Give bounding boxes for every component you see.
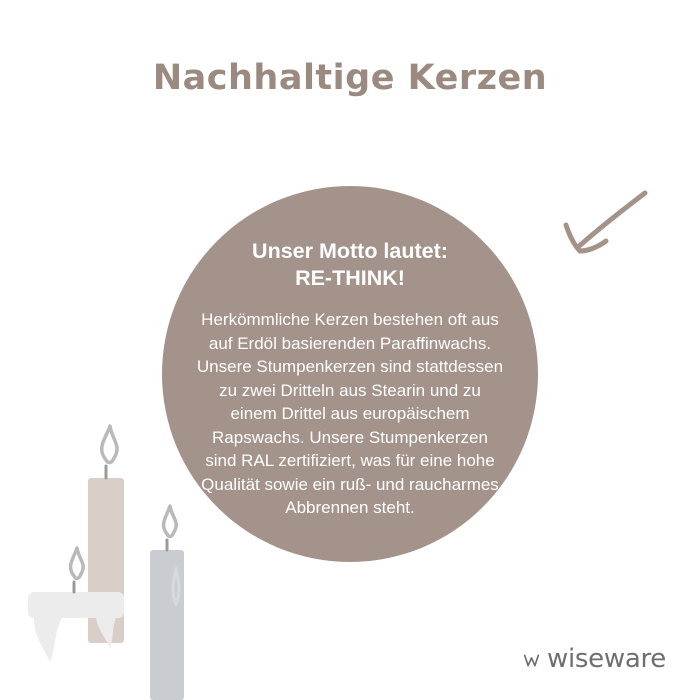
motto-circle [162,186,538,562]
motto-body-text: Herkömmliche Kerzen bestehen oft aus auf Erdöl basierenden Paraffinwachs. Unsere Stumpenkerzen sind stattdessen zu zwei Dritteln aus Stearin und zu einem Drittel aus europäischem Rapswachs. Unsere Stumpenkerzen sind RAL zertifiziert, was für eine hohe Qualität sowie ein ruß- und raucharmes Abbrennen steht. [196,310,504,517]
wiseware-mark-icon [523,652,540,669]
motto-line-1: Unser Motto lautet: [252,239,448,263]
motto-heading [196,238,504,292]
page-title: Nachhaltige Kerzen [152,58,548,98]
motto-line-2: RE-THINK! [295,266,405,290]
brand-logo [523,646,666,672]
curved-arrow-icon [540,185,650,275]
brand-logo-text: wiseware [547,644,666,674]
